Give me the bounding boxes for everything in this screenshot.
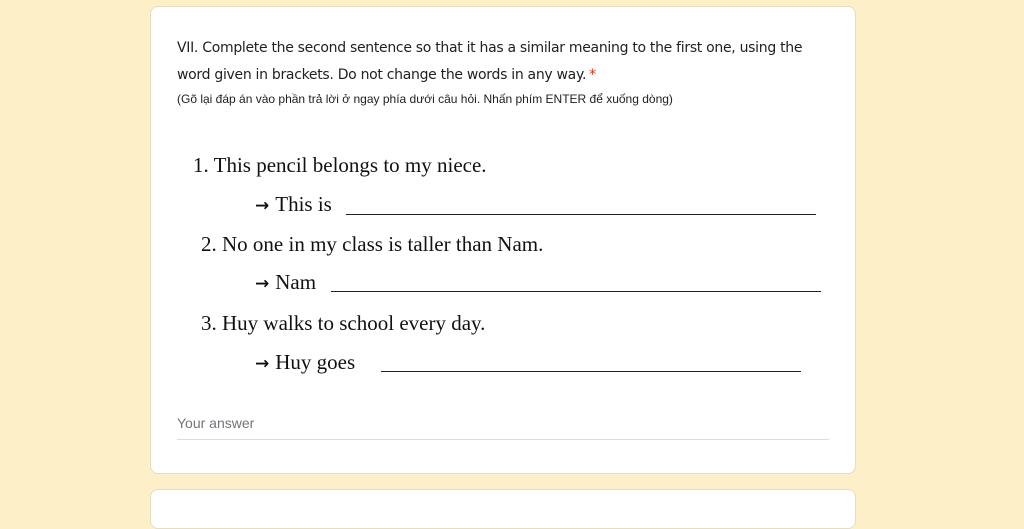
exercise-3-rewrite	[255, 350, 355, 375]
question-title-text: VII. Complete the second sentence so that it has a similar meaning to the first one, using the word given in brackets. Do not change the words in any way.	[177, 40, 803, 83]
question-title	[177, 35, 837, 89]
next-question-card	[150, 489, 856, 529]
arrow-right-icon: →	[255, 196, 270, 216]
exercise-1-blank	[346, 214, 816, 215]
question-description: (Gõ lại đáp án vào phần trả lời ở ngay phía dưới câu hỏi. Nhấn phím ENTER để xuống dòng)	[177, 92, 673, 106]
arrow-right-icon: →	[255, 274, 270, 294]
exercise-1-sentence: 1. This pencil belongs to my niece.	[193, 153, 487, 177]
answer-underline	[177, 439, 829, 440]
arrow-right-icon: →	[255, 354, 270, 374]
exercise-2-prompt: Nam	[275, 270, 317, 294]
exercise-3-sentence: 3. Huy walks to school every day.	[201, 311, 486, 335]
answer-input[interactable]: Your answer	[177, 415, 255, 431]
exercise-3-blank	[381, 371, 801, 372]
exercise-2-blank	[331, 291, 821, 292]
question-card	[150, 6, 856, 474]
exercise-1-prompt: This is	[275, 192, 332, 216]
exercise-1-rewrite	[255, 192, 332, 217]
required-asterisk: *	[589, 67, 596, 83]
exercise-2-rewrite	[255, 270, 316, 295]
exercise-3-prompt: Huy goes	[275, 350, 356, 374]
exercise-2-sentence: 2. No one in my class is taller than Nam.	[201, 232, 544, 256]
